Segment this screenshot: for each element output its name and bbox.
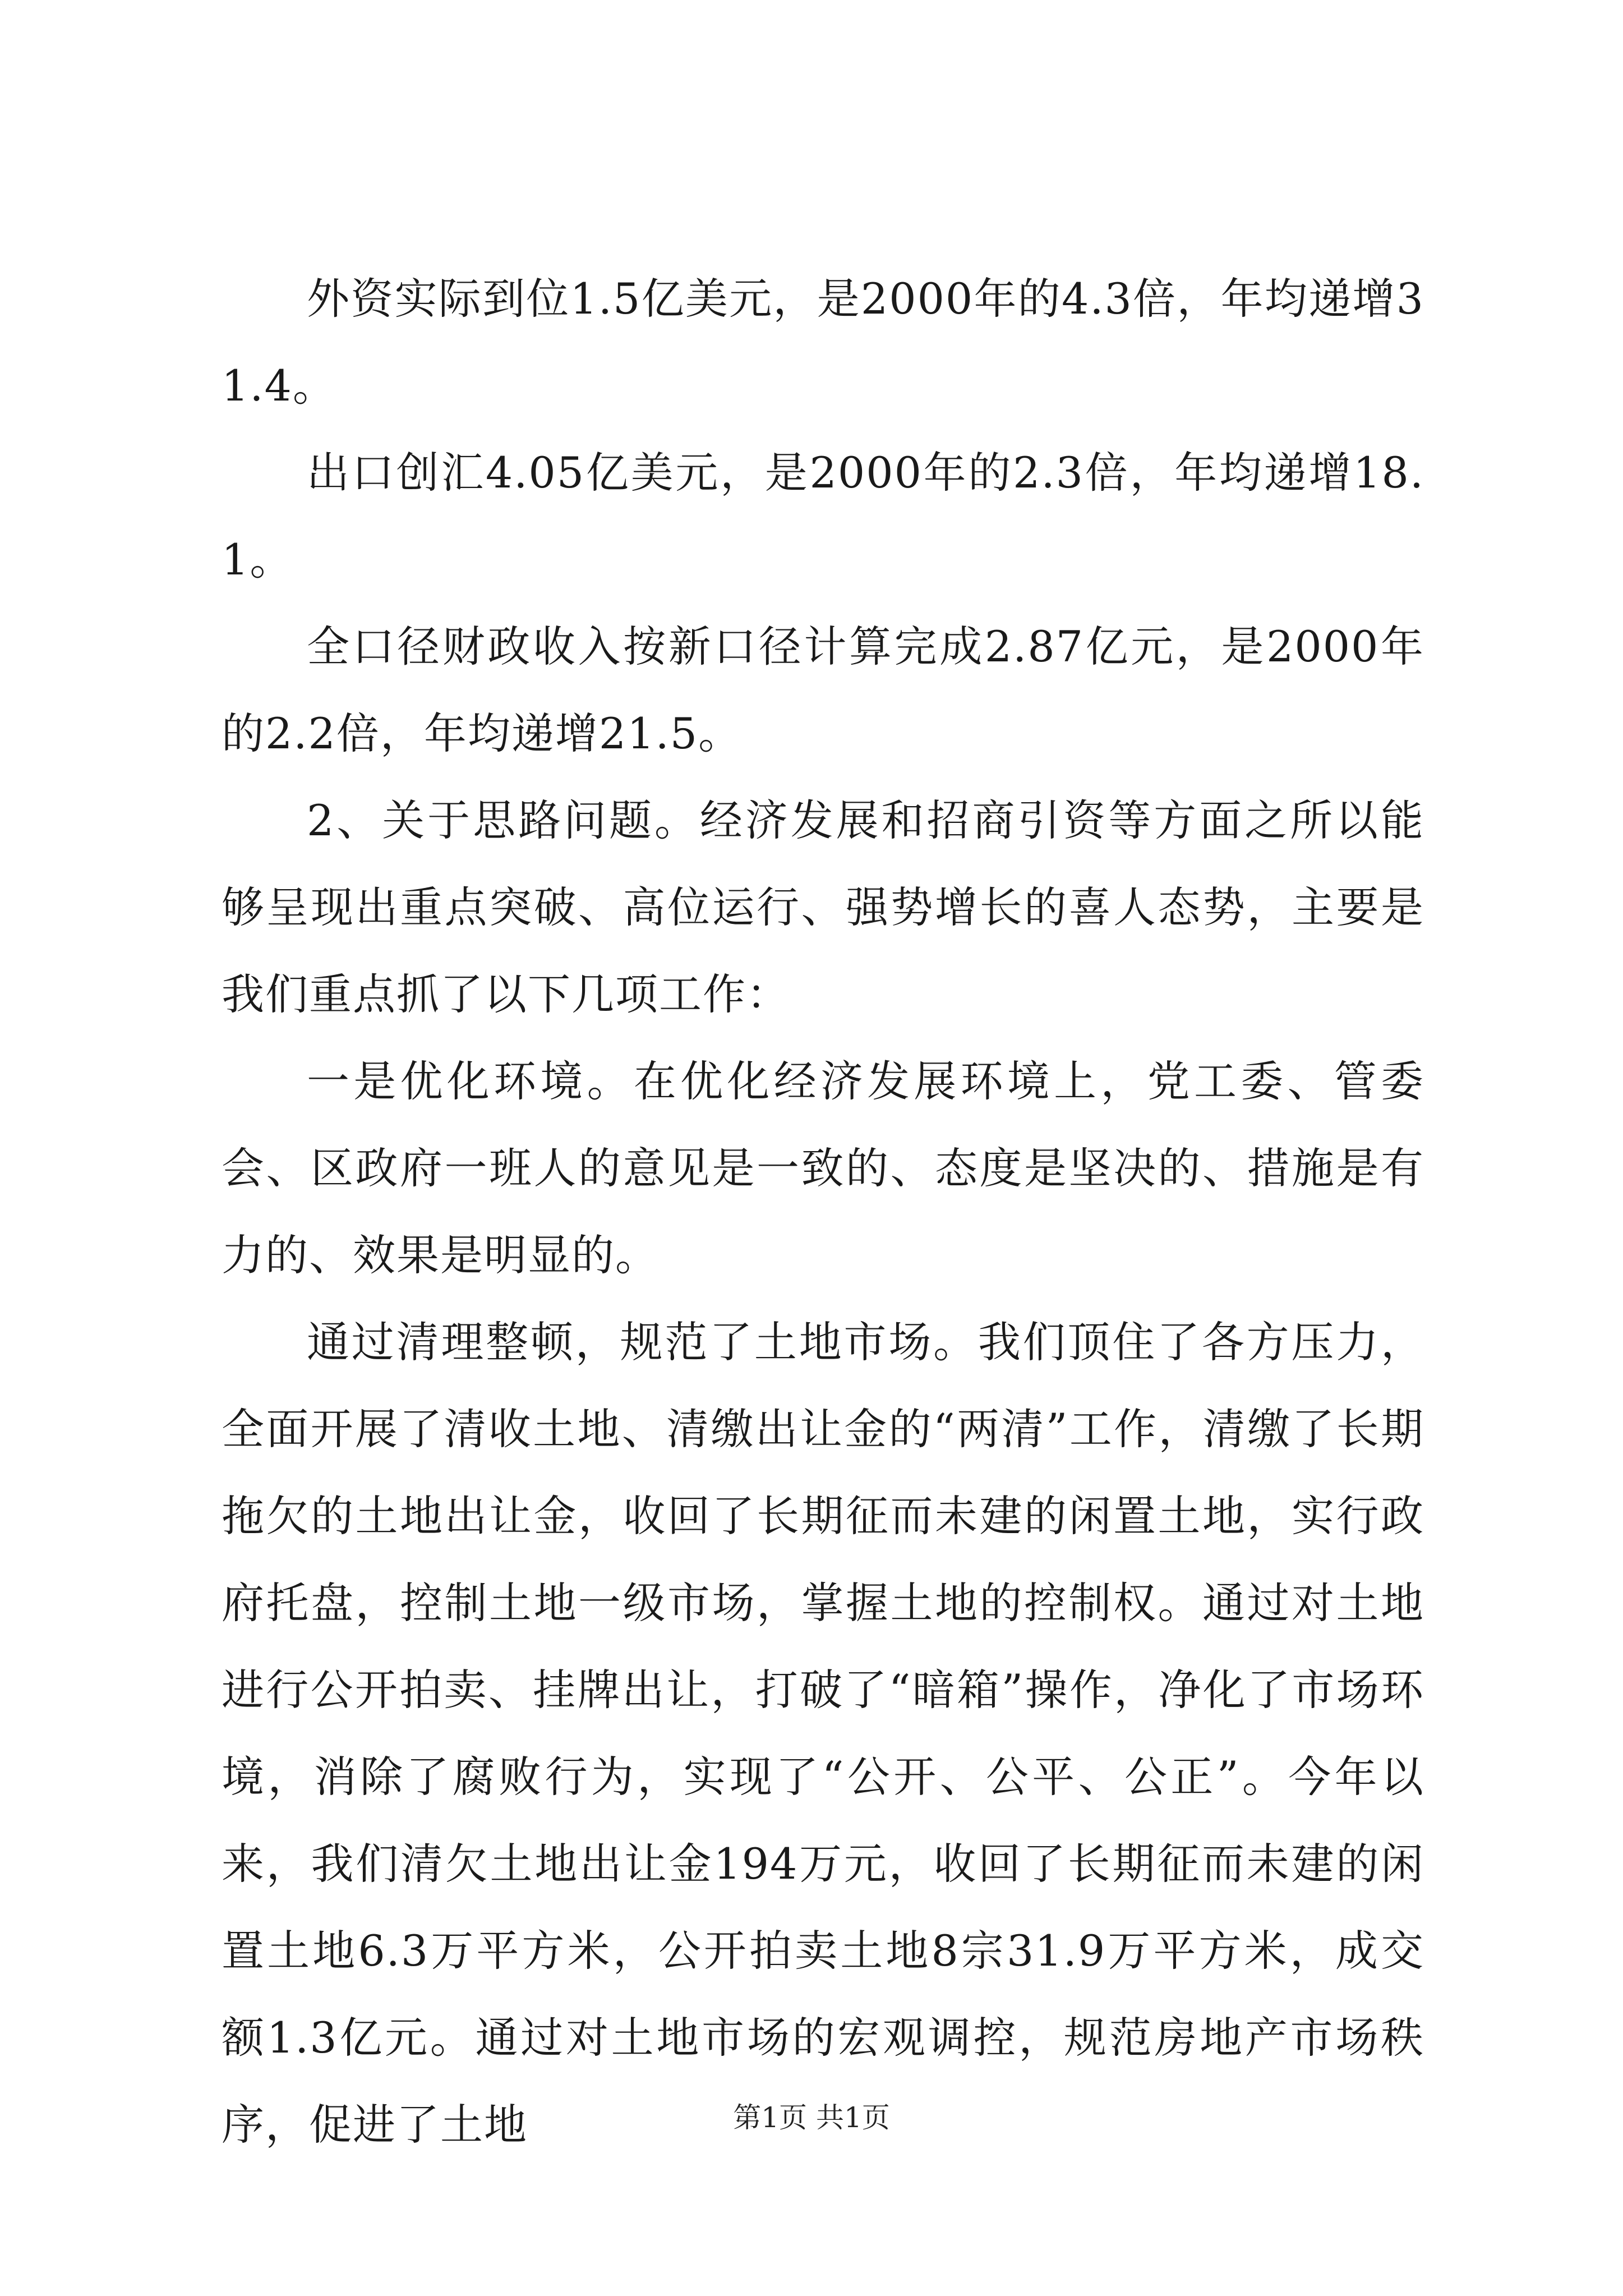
paragraph-export-earnings: 出口创汇4.05亿美元，是2000年的2.3倍，年均递增18.1。: [222, 448, 1424, 585]
paragraph-thinking-issue: 2、关于思路问题。经济发展和招商引资等方面之所以能够呈现出重点突破、高位运行、强势增长的喜人态势，主要是我们重点抓了以下几项工作：: [222, 795, 1424, 1019]
page-footer: [0, 2098, 1623, 2137]
paragraph-foreign-investment: 外资实际到位1.5亿美元，是2000年的4.3倍，年均递增31.4。: [222, 274, 1424, 411]
page-number: 第1页 共1页: [733, 2101, 890, 2134]
paragraph-land-market: 通过清理整顿，规范了土地市场。我们顶住了各方压力，全面开展了清收土地、清缴出让金的“两清”工作，清缴了长期拖欠的土地出让金，收回了长期征而未建的闲置土地，实行政府托盘，控制土地一级市场，掌握土地的控制权。通过对土地进行公开拍卖、挂牌出让，打破了“暗箱”操作，净化了市场环境，消除了腐败行为，实现了“公开、公平、公正”。今年以来，我们清欠土地出让金194万元，收回了长期征而未建的闲置土地6.3万平方米，公开拍卖土地8宗31.9万平方米，成交额1.3亿元。通过对土地市场的宏观调控，规范房地产市场秩序，促进了土地: [222, 1317, 1424, 2150]
document-body: [222, 255, 1424, 2168]
paragraph-fiscal-revenue: 全口径财政收入按新口径计算完成2.87亿元，是2000年的2.2倍，年均递增21.5。: [222, 622, 1424, 758]
paragraph-optimize-environment: 一是优化环境。在优化经济发展环境上，党工委、管委会、区政府一班人的意见是一致的、态度是坚决的、措施是有力的、效果是明显的。: [222, 1056, 1424, 1280]
